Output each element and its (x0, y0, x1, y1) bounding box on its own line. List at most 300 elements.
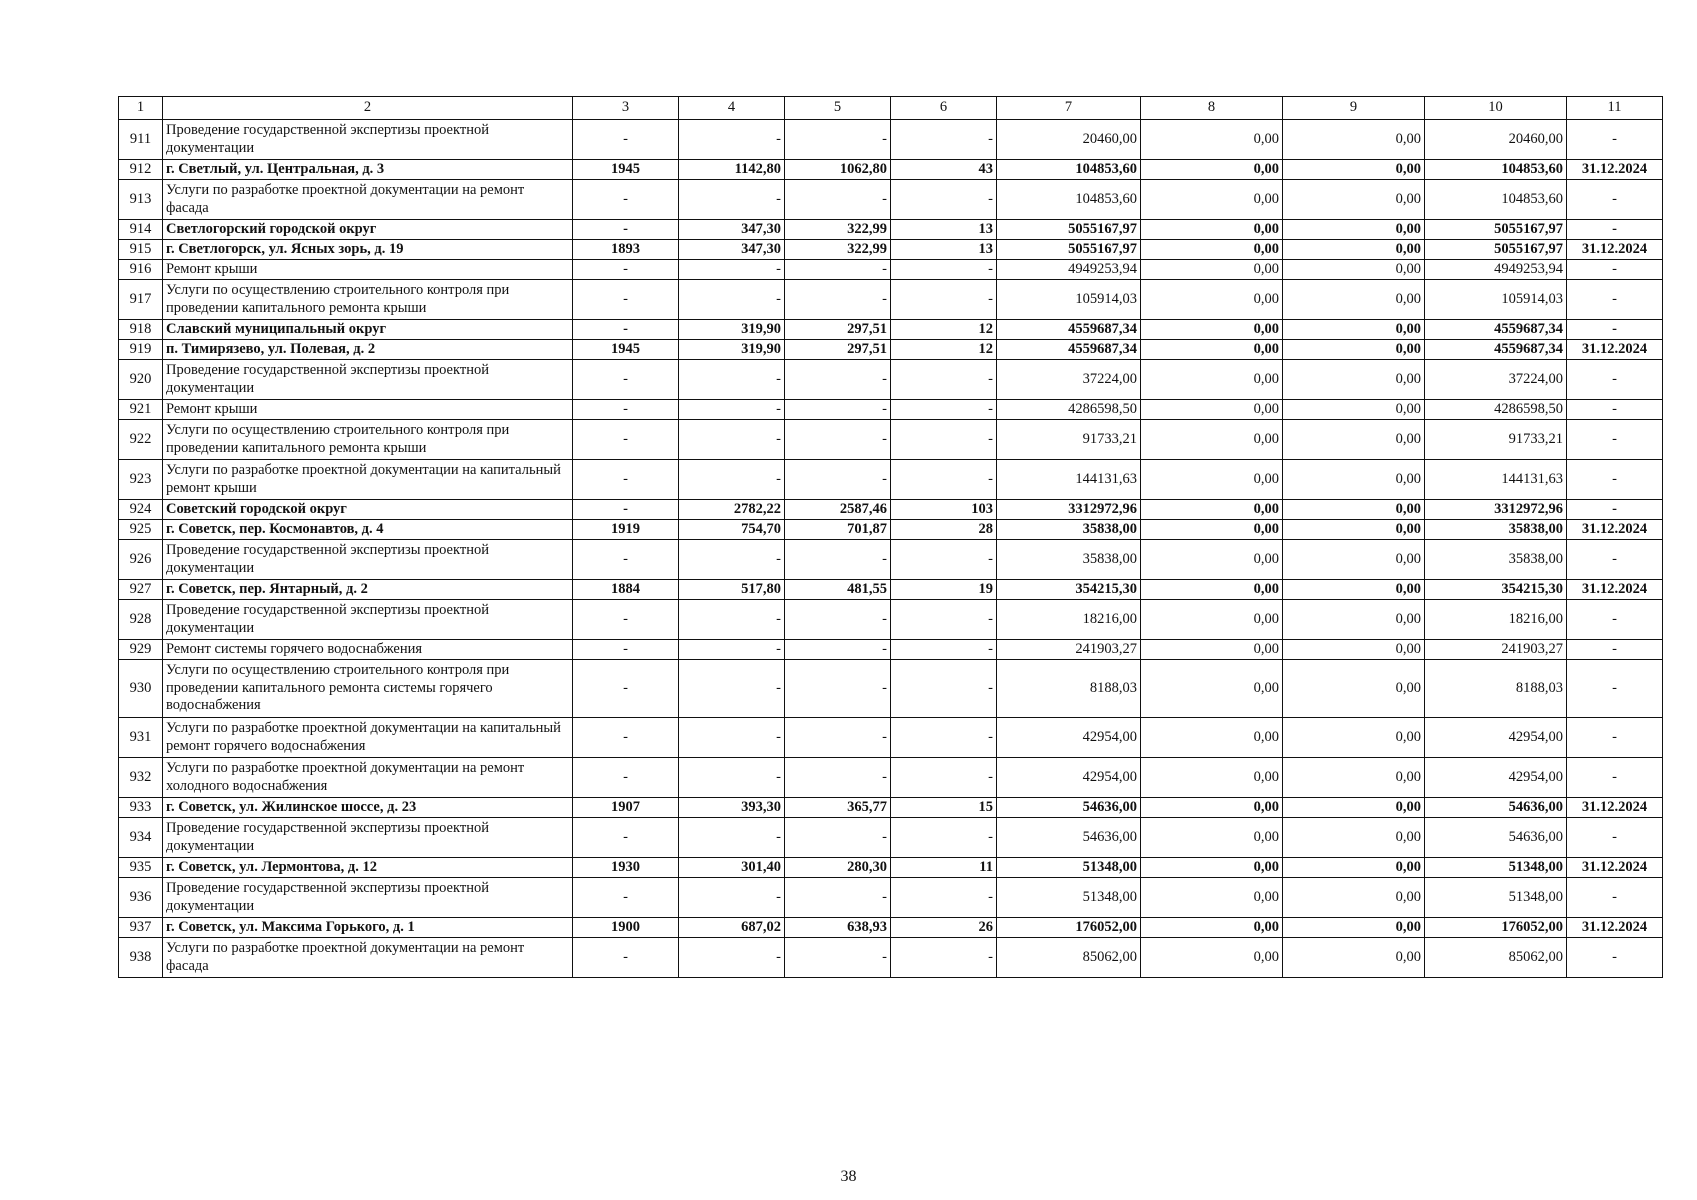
work-name-cell: Славский муниципальный округ (163, 320, 573, 340)
table-row (119, 280, 1663, 320)
total-cost-cell: 176052,00 (997, 918, 1141, 938)
owners-cost-cell: 51348,00 (1425, 858, 1567, 878)
row-number-cell: 929 (119, 640, 163, 660)
total-area-cell: 517,80 (679, 580, 785, 600)
living-area-cell: - (785, 758, 891, 798)
year-cell: 1919 (573, 520, 679, 540)
row-number-cell: 915 (119, 240, 163, 260)
budget-cost-cell: 0,00 (1283, 180, 1425, 220)
year-cell: - (573, 878, 679, 918)
total-area-cell: - (679, 758, 785, 798)
year-cell: - (573, 400, 679, 420)
table-row (119, 858, 1663, 878)
total-area-cell: - (679, 120, 785, 160)
row-number-cell: 926 (119, 540, 163, 580)
column-number-header: 10 (1425, 97, 1567, 120)
column-number-header: 2 (163, 97, 573, 120)
year-cell: - (573, 660, 679, 718)
work-name-cell: г. Советск, пер. Янтарный, д. 2 (163, 580, 573, 600)
table-row (119, 160, 1663, 180)
owners-cost-cell: 8188,03 (1425, 660, 1567, 718)
table-row (119, 220, 1663, 240)
column-number-header: 1 (119, 97, 163, 120)
budget-cost-cell: 0,00 (1283, 878, 1425, 918)
living-area-cell: - (785, 360, 891, 400)
fund-cost-cell: 0,00 (1141, 718, 1283, 758)
row-number-cell: 934 (119, 818, 163, 858)
table-row (119, 938, 1663, 978)
row-number-cell: 927 (119, 580, 163, 600)
row-number-cell: 924 (119, 500, 163, 520)
table-row (119, 580, 1663, 600)
row-number-cell: 935 (119, 858, 163, 878)
owners-cost-cell: 42954,00 (1425, 758, 1567, 798)
deadline-cell: - (1567, 818, 1663, 858)
fund-cost-cell: 0,00 (1141, 400, 1283, 420)
residents-cell: - (891, 938, 997, 978)
total-area-cell: 393,30 (679, 798, 785, 818)
row-number-cell: 923 (119, 460, 163, 500)
year-cell: - (573, 360, 679, 400)
row-number-cell: 930 (119, 660, 163, 718)
budget-cost-cell: 0,00 (1283, 360, 1425, 400)
total-area-cell: 347,30 (679, 240, 785, 260)
living-area-cell: 1062,80 (785, 160, 891, 180)
table-row (119, 500, 1663, 520)
residents-cell: - (891, 460, 997, 500)
total-area-cell: 2782,22 (679, 500, 785, 520)
owners-cost-cell: 4286598,50 (1425, 400, 1567, 420)
budget-cost-cell: 0,00 (1283, 400, 1425, 420)
table-row (119, 798, 1663, 818)
work-name-cell: Услуги по разработке проектной документации на ремонт холодного водоснабжения (163, 758, 573, 798)
living-area-cell: - (785, 660, 891, 718)
column-number-header: 6 (891, 97, 997, 120)
work-name-cell: Проведение государственной экспертизы проектной документации (163, 120, 573, 160)
total-area-cell: - (679, 660, 785, 718)
total-cost-cell: 35838,00 (997, 520, 1141, 540)
fund-cost-cell: 0,00 (1141, 160, 1283, 180)
living-area-cell: 322,99 (785, 220, 891, 240)
table-row (119, 320, 1663, 340)
work-name-cell: Проведение государственной экспертизы проектной документации (163, 600, 573, 640)
year-cell: 1900 (573, 918, 679, 938)
residents-cell: - (891, 420, 997, 460)
total-cost-cell: 354215,30 (997, 580, 1141, 600)
year-cell: - (573, 938, 679, 978)
residents-cell: 43 (891, 160, 997, 180)
residents-cell: - (891, 878, 997, 918)
year-cell: - (573, 640, 679, 660)
total-area-cell: - (679, 400, 785, 420)
owners-cost-cell: 54636,00 (1425, 818, 1567, 858)
work-name-cell: Ремонт крыши (163, 400, 573, 420)
residents-cell: 12 (891, 340, 997, 360)
fund-cost-cell: 0,00 (1141, 660, 1283, 718)
row-number-cell: 928 (119, 600, 163, 640)
deadline-cell: 31.12.2024 (1567, 918, 1663, 938)
total-cost-cell: 42954,00 (997, 758, 1141, 798)
total-cost-cell: 51348,00 (997, 878, 1141, 918)
residents-cell: - (891, 260, 997, 280)
living-area-cell: 297,51 (785, 320, 891, 340)
owners-cost-cell: 18216,00 (1425, 600, 1567, 640)
work-name-cell: Проведение государственной экспертизы проектной документации (163, 818, 573, 858)
fund-cost-cell: 0,00 (1141, 938, 1283, 978)
total-cost-cell: 105914,03 (997, 280, 1141, 320)
residents-cell: - (891, 280, 997, 320)
fund-cost-cell: 0,00 (1141, 798, 1283, 818)
column-number-header: 9 (1283, 97, 1425, 120)
deadline-cell: - (1567, 120, 1663, 160)
residents-cell: 11 (891, 858, 997, 878)
budget-cost-cell: 0,00 (1283, 420, 1425, 460)
deadline-cell: 31.12.2024 (1567, 160, 1663, 180)
total-cost-cell: 8188,03 (997, 660, 1141, 718)
table-row (119, 340, 1663, 360)
budget-cost-cell: 0,00 (1283, 460, 1425, 500)
total-cost-cell: 37224,00 (997, 360, 1141, 400)
row-number-cell: 917 (119, 280, 163, 320)
column-number-header: 3 (573, 97, 679, 120)
year-cell: - (573, 818, 679, 858)
deadline-cell: - (1567, 878, 1663, 918)
work-name-cell: Услуги по разработке проектной документации на капитальный ремонт горячего водоснабжения (163, 718, 573, 758)
total-cost-cell: 5055167,97 (997, 240, 1141, 260)
row-number-cell: 921 (119, 400, 163, 420)
deadline-cell: - (1567, 360, 1663, 400)
residents-cell: 15 (891, 798, 997, 818)
total-cost-cell: 35838,00 (997, 540, 1141, 580)
living-area-cell: - (785, 540, 891, 580)
fund-cost-cell: 0,00 (1141, 180, 1283, 220)
total-area-cell: 319,90 (679, 320, 785, 340)
total-area-cell: 301,40 (679, 858, 785, 878)
living-area-cell: 701,87 (785, 520, 891, 540)
fund-cost-cell: 0,00 (1141, 580, 1283, 600)
fund-cost-cell: 0,00 (1141, 858, 1283, 878)
table-row (119, 718, 1663, 758)
year-cell: - (573, 500, 679, 520)
total-area-cell: - (679, 818, 785, 858)
table-row (119, 400, 1663, 420)
deadline-cell: - (1567, 420, 1663, 460)
year-cell: - (573, 120, 679, 160)
table-row (119, 640, 1663, 660)
total-cost-cell: 91733,21 (997, 420, 1141, 460)
budget-cost-cell: 0,00 (1283, 600, 1425, 640)
budget-cost-cell: 0,00 (1283, 160, 1425, 180)
fund-cost-cell: 0,00 (1141, 600, 1283, 640)
deadline-cell: 31.12.2024 (1567, 520, 1663, 540)
row-number-cell: 911 (119, 120, 163, 160)
owners-cost-cell: 51348,00 (1425, 878, 1567, 918)
deadline-cell: 31.12.2024 (1567, 340, 1663, 360)
row-number-cell: 937 (119, 918, 163, 938)
fund-cost-cell: 0,00 (1141, 520, 1283, 540)
column-number-header: 7 (997, 97, 1141, 120)
total-cost-cell: 51348,00 (997, 858, 1141, 878)
row-number-cell: 931 (119, 718, 163, 758)
budget-cost-cell: 0,00 (1283, 798, 1425, 818)
table-row (119, 758, 1663, 798)
owners-cost-cell: 20460,00 (1425, 120, 1567, 160)
living-area-cell: - (785, 938, 891, 978)
work-name-cell: Ремонт крыши (163, 260, 573, 280)
work-name-cell: Проведение государственной экспертизы проектной документации (163, 878, 573, 918)
table-row (119, 660, 1663, 718)
residents-cell: - (891, 400, 997, 420)
work-name-cell: Услуги по разработке проектной документации на капитальный ремонт крыши (163, 460, 573, 500)
fund-cost-cell: 0,00 (1141, 540, 1283, 580)
budget-cost-cell: 0,00 (1283, 540, 1425, 580)
total-cost-cell: 104853,60 (997, 160, 1141, 180)
row-number-cell: 916 (119, 260, 163, 280)
column-number-header: 8 (1141, 97, 1283, 120)
deadline-cell: - (1567, 758, 1663, 798)
owners-cost-cell: 91733,21 (1425, 420, 1567, 460)
work-name-cell: г. Советск, ул. Максима Горького, д. 1 (163, 918, 573, 938)
owners-cost-cell: 85062,00 (1425, 938, 1567, 978)
living-area-cell: - (785, 460, 891, 500)
total-area-cell: 754,70 (679, 520, 785, 540)
fund-cost-cell: 0,00 (1141, 220, 1283, 240)
total-area-cell: 687,02 (679, 918, 785, 938)
fund-cost-cell: 0,00 (1141, 640, 1283, 660)
residents-cell: 28 (891, 520, 997, 540)
deadline-cell: - (1567, 718, 1663, 758)
year-cell: 1907 (573, 798, 679, 818)
budget-cost-cell: 0,00 (1283, 918, 1425, 938)
work-name-cell: Проведение государственной экспертизы проектной документации (163, 540, 573, 580)
budget-cost-cell: 0,00 (1283, 220, 1425, 240)
work-name-cell: г. Советск, ул. Лермонтова, д. 12 (163, 858, 573, 878)
owners-cost-cell: 176052,00 (1425, 918, 1567, 938)
owners-cost-cell: 144131,63 (1425, 460, 1567, 500)
total-area-cell: 347,30 (679, 220, 785, 240)
deadline-cell: - (1567, 260, 1663, 280)
fund-cost-cell: 0,00 (1141, 818, 1283, 858)
year-cell: - (573, 260, 679, 280)
total-cost-cell: 104853,60 (997, 180, 1141, 220)
fund-cost-cell: 0,00 (1141, 280, 1283, 320)
total-cost-cell: 20460,00 (997, 120, 1141, 160)
work-name-cell: Советский городской округ (163, 500, 573, 520)
total-area-cell: - (679, 420, 785, 460)
owners-cost-cell: 54636,00 (1425, 798, 1567, 818)
total-area-cell: - (679, 718, 785, 758)
residents-cell: - (891, 718, 997, 758)
table-row (119, 520, 1663, 540)
living-area-cell: 280,30 (785, 858, 891, 878)
budget-cost-cell: 0,00 (1283, 240, 1425, 260)
year-cell: 1884 (573, 580, 679, 600)
residents-cell: - (891, 120, 997, 160)
fund-cost-cell: 0,00 (1141, 420, 1283, 460)
total-area-cell: - (679, 460, 785, 500)
residents-cell: - (891, 758, 997, 798)
owners-cost-cell: 4559687,34 (1425, 320, 1567, 340)
residents-cell: 13 (891, 220, 997, 240)
deadline-cell: - (1567, 220, 1663, 240)
total-area-cell: - (679, 938, 785, 978)
living-area-cell: 638,93 (785, 918, 891, 938)
row-number-cell: 925 (119, 520, 163, 540)
total-area-cell: 319,90 (679, 340, 785, 360)
fund-cost-cell: 0,00 (1141, 878, 1283, 918)
owners-cost-cell: 35838,00 (1425, 540, 1567, 580)
row-number-cell: 932 (119, 758, 163, 798)
row-number-cell: 913 (119, 180, 163, 220)
total-cost-cell: 85062,00 (997, 938, 1141, 978)
work-name-cell: Ремонт системы горячего водоснабжения (163, 640, 573, 660)
living-area-cell: - (785, 640, 891, 660)
budget-cost-cell: 0,00 (1283, 640, 1425, 660)
total-cost-cell: 5055167,97 (997, 220, 1141, 240)
year-cell: - (573, 600, 679, 640)
work-name-cell: Услуги по разработке проектной документации на ремонт фасада (163, 938, 573, 978)
residents-cell: - (891, 660, 997, 718)
year-cell: - (573, 460, 679, 500)
deadline-cell: 31.12.2024 (1567, 858, 1663, 878)
deadline-cell: - (1567, 660, 1663, 718)
work-name-cell: г. Советск, ул. Жилинское шоссе, д. 23 (163, 798, 573, 818)
total-area-cell: 1142,80 (679, 160, 785, 180)
total-area-cell: - (679, 600, 785, 640)
owners-cost-cell: 241903,27 (1425, 640, 1567, 660)
table-row (119, 260, 1663, 280)
deadline-cell: 31.12.2024 (1567, 798, 1663, 818)
table-row (119, 600, 1663, 640)
row-number-cell: 938 (119, 938, 163, 978)
work-name-cell: Светлогорский городской округ (163, 220, 573, 240)
table-row (119, 120, 1663, 160)
owners-cost-cell: 35838,00 (1425, 520, 1567, 540)
owners-cost-cell: 37224,00 (1425, 360, 1567, 400)
work-name-cell: г. Советск, пер. Космонавтов, д. 4 (163, 520, 573, 540)
year-cell: - (573, 540, 679, 580)
column-number-header: 11 (1567, 97, 1663, 120)
total-area-cell: - (679, 180, 785, 220)
total-cost-cell: 241903,27 (997, 640, 1141, 660)
deadline-cell: - (1567, 600, 1663, 640)
total-cost-cell: 4286598,50 (997, 400, 1141, 420)
budget-cost-cell: 0,00 (1283, 500, 1425, 520)
fund-cost-cell: 0,00 (1141, 500, 1283, 520)
table-row (119, 360, 1663, 400)
fund-cost-cell: 0,00 (1141, 918, 1283, 938)
residents-cell: 19 (891, 580, 997, 600)
living-area-cell: - (785, 260, 891, 280)
total-area-cell: - (679, 540, 785, 580)
table-row (119, 878, 1663, 918)
fund-cost-cell: 0,00 (1141, 120, 1283, 160)
budget-cost-cell: 0,00 (1283, 580, 1425, 600)
living-area-cell: 481,55 (785, 580, 891, 600)
owners-cost-cell: 354215,30 (1425, 580, 1567, 600)
deadline-cell: 31.12.2024 (1567, 240, 1663, 260)
row-number-cell: 918 (119, 320, 163, 340)
residents-cell: - (891, 818, 997, 858)
row-number-cell: 912 (119, 160, 163, 180)
deadline-cell: - (1567, 280, 1663, 320)
deadline-cell: - (1567, 640, 1663, 660)
residents-cell: 12 (891, 320, 997, 340)
budget-cost-cell: 0,00 (1283, 938, 1425, 978)
owners-cost-cell: 5055167,97 (1425, 220, 1567, 240)
total-cost-cell: 42954,00 (997, 718, 1141, 758)
living-area-cell: - (785, 120, 891, 160)
owners-cost-cell: 3312972,96 (1425, 500, 1567, 520)
deadline-cell: - (1567, 320, 1663, 340)
deadline-cell: - (1567, 460, 1663, 500)
owners-cost-cell: 42954,00 (1425, 718, 1567, 758)
fund-cost-cell: 0,00 (1141, 340, 1283, 360)
year-cell: - (573, 220, 679, 240)
work-name-cell: Услуги по осуществлению строительного контроля при проведении капитального ремонта системы горячего водоснабжения (163, 660, 573, 718)
table-row (119, 918, 1663, 938)
table-row (119, 180, 1663, 220)
year-cell: 1930 (573, 858, 679, 878)
work-name-cell: Услуги по разработке проектной документации на ремонт фасада (163, 180, 573, 220)
total-cost-cell: 3312972,96 (997, 500, 1141, 520)
table-row (119, 460, 1663, 500)
budget-cost-cell: 0,00 (1283, 340, 1425, 360)
row-number-cell: 936 (119, 878, 163, 918)
repair-plan-table (118, 96, 1663, 978)
budget-cost-cell: 0,00 (1283, 818, 1425, 858)
total-cost-cell: 4559687,34 (997, 320, 1141, 340)
total-cost-cell: 4949253,94 (997, 260, 1141, 280)
budget-cost-cell: 0,00 (1283, 660, 1425, 718)
page-number: 38 (840, 1168, 857, 1185)
column-number-header-row (119, 97, 1663, 120)
deadline-cell: - (1567, 540, 1663, 580)
work-name-cell: г. Светлогорск, ул. Ясных зорь, д. 19 (163, 240, 573, 260)
total-cost-cell: 54636,00 (997, 798, 1141, 818)
living-area-cell: 322,99 (785, 240, 891, 260)
column-number-header: 5 (785, 97, 891, 120)
deadline-cell: - (1567, 938, 1663, 978)
budget-cost-cell: 0,00 (1283, 280, 1425, 320)
total-area-cell: - (679, 360, 785, 400)
living-area-cell: - (785, 400, 891, 420)
work-name-cell: г. Светлый, ул. Центральная, д. 3 (163, 160, 573, 180)
year-cell: - (573, 420, 679, 460)
budget-cost-cell: 0,00 (1283, 120, 1425, 160)
year-cell: - (573, 320, 679, 340)
residents-cell: 13 (891, 240, 997, 260)
table-body (119, 120, 1663, 978)
living-area-cell: - (785, 818, 891, 858)
owners-cost-cell: 4949253,94 (1425, 260, 1567, 280)
table-row (119, 540, 1663, 580)
row-number-cell: 933 (119, 798, 163, 818)
owners-cost-cell: 5055167,97 (1425, 240, 1567, 260)
year-cell: 1945 (573, 160, 679, 180)
budget-cost-cell: 0,00 (1283, 520, 1425, 540)
total-cost-cell: 54636,00 (997, 818, 1141, 858)
total-cost-cell: 4559687,34 (997, 340, 1141, 360)
fund-cost-cell: 0,00 (1141, 260, 1283, 280)
year-cell: 1893 (573, 240, 679, 260)
total-area-cell: - (679, 280, 785, 320)
fund-cost-cell: 0,00 (1141, 360, 1283, 400)
total-area-cell: - (679, 260, 785, 280)
fund-cost-cell: 0,00 (1141, 758, 1283, 798)
deadline-cell: - (1567, 400, 1663, 420)
year-cell: - (573, 180, 679, 220)
